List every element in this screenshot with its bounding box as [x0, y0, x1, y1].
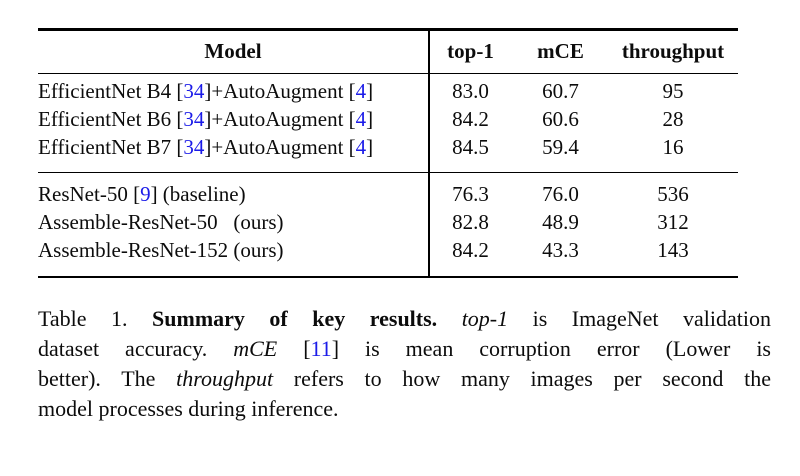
citation-link[interactable]: 4 [355, 134, 367, 159]
citation-link[interactable]: 34 [183, 106, 205, 131]
model-cell [38, 182, 428, 207]
top1-value: 83.0 [452, 78, 489, 103]
model-text: ] [366, 106, 374, 131]
model-text: ] [366, 78, 374, 103]
top1-value: 82.8 [452, 209, 489, 234]
throughput-value: 312 [657, 209, 689, 234]
throughput-value: 95 [662, 78, 684, 103]
citation-link[interactable]: 9 [140, 181, 151, 206]
caption-line [38, 304, 771, 334]
table-row [38, 236, 738, 264]
model-text: EfficientNet B6 [ [38, 106, 184, 131]
citation-link[interactable]: 34 [183, 78, 205, 103]
model-text: ] [366, 134, 374, 159]
caption-italic-text: top-1 [461, 306, 509, 331]
top1-value: 76.3 [452, 181, 489, 206]
table-row [38, 180, 738, 208]
caption-italic-text: mCE [233, 336, 278, 361]
model-cell [38, 238, 428, 263]
caption-bold-text: Summary of key results. [152, 306, 438, 331]
table-row [38, 105, 738, 133]
caption-text: refers to how many images per second the [273, 366, 771, 391]
caption-line [38, 334, 771, 364]
caption-italic-text: throughput [176, 366, 274, 391]
header-mce: mCE [537, 39, 584, 63]
mce-value: 59.4 [542, 134, 579, 159]
caption-text: Table 1. [38, 306, 153, 331]
table-group-rule [38, 172, 738, 173]
resnet-group [38, 180, 738, 264]
model-text: ResNet-50 [ [38, 181, 141, 206]
citation-link[interactable]: 4 [355, 106, 367, 131]
model-text: ]+AutoAugment [ [204, 78, 356, 103]
table-row [38, 77, 738, 105]
model-text: ]+AutoAugment [ [204, 134, 356, 159]
header-model: Model [204, 39, 262, 63]
caption-text: dataset accuracy. [38, 336, 234, 361]
caption-text: model processes during inference. [38, 396, 339, 421]
table-header-rule [38, 73, 738, 74]
throughput-value: 16 [662, 134, 684, 159]
mce-value: 60.7 [542, 78, 579, 103]
citation-link[interactable]: 4 [355, 78, 367, 103]
top1-value: 84.2 [452, 106, 489, 131]
throughput-value: 28 [662, 106, 684, 131]
results-table [38, 28, 738, 278]
model-cell [38, 107, 428, 132]
model-text: EfficientNet B7 [ [38, 134, 184, 159]
top1-value: 84.2 [452, 237, 489, 262]
model-text: ] (baseline) [150, 181, 246, 206]
table-row [38, 133, 738, 161]
throughput-value: 536 [657, 181, 689, 206]
header-throughput: throughput [621, 39, 725, 63]
model-text: Assemble-ResNet-152 (ours) [38, 237, 284, 262]
caption-text: ] is mean corruption error (Lower is [331, 336, 771, 361]
model-cell [38, 210, 428, 235]
caption-line [38, 364, 771, 394]
mce-value: 48.9 [542, 209, 579, 234]
efficientnet-group [38, 77, 738, 161]
mce-value: 60.6 [542, 106, 579, 131]
table-row [38, 208, 738, 236]
model-text: Assemble-ResNet-50 (ours) [38, 209, 284, 234]
model-cell [38, 79, 428, 104]
citation-link[interactable]: 11 [310, 336, 332, 361]
caption-text: is ImageNet validation [508, 306, 772, 331]
caption-text [437, 306, 462, 331]
throughput-value: 143 [657, 237, 689, 262]
mce-value: 76.0 [542, 181, 579, 206]
model-text: ]+AutoAugment [ [204, 106, 356, 131]
citation-link[interactable]: 34 [183, 134, 205, 159]
table-header-row [38, 30, 738, 73]
header-top1: top-1 [447, 39, 494, 63]
top1-value: 84.5 [452, 134, 489, 159]
caption-line [38, 394, 771, 424]
mce-value: 43.3 [542, 237, 579, 262]
model-cell [38, 135, 428, 160]
table-caption [38, 304, 771, 424]
caption-text: better). The [38, 366, 177, 391]
caption-text: [ [277, 336, 311, 361]
model-text: EfficientNet B4 [ [38, 78, 184, 103]
table-bottom-rule [38, 276, 738, 279]
